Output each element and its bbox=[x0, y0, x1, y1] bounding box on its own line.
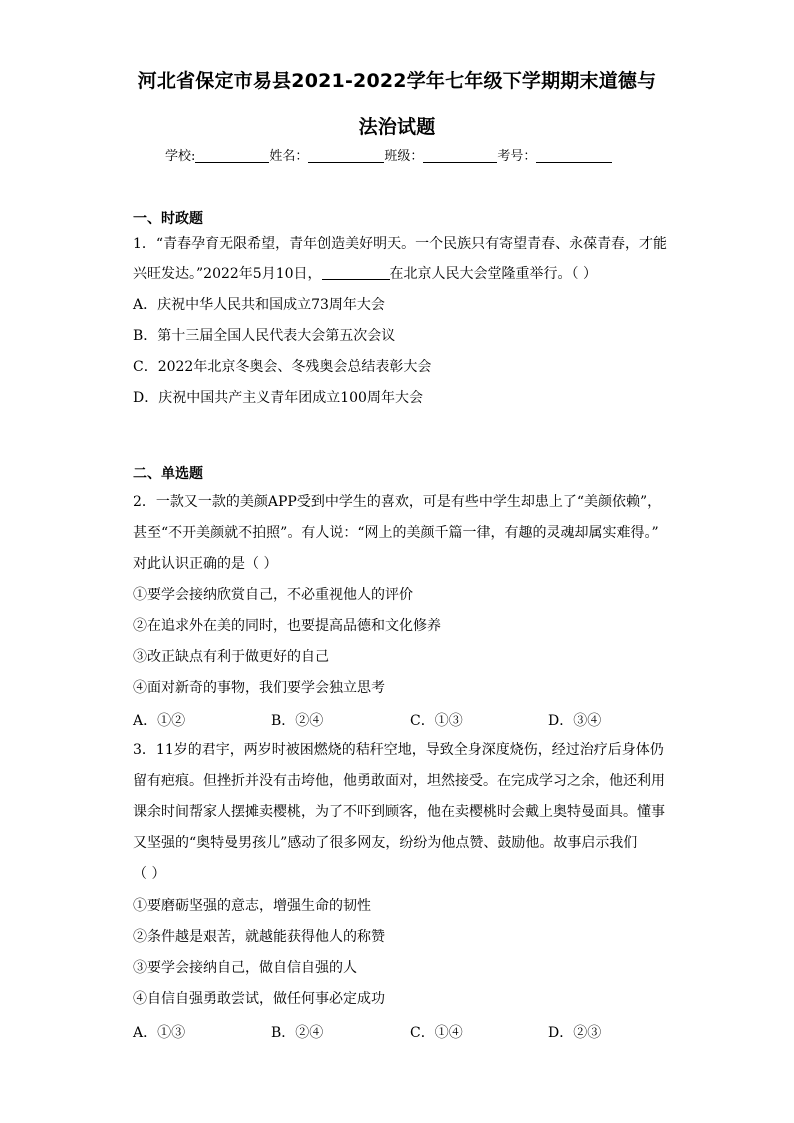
q2-line-2: 甚至“不开美颜就不拍照”。有人说：“网上的美颜千篇一律，有趣的灵魂却属实难得。” bbox=[133, 525, 659, 541]
name-blank bbox=[308, 148, 384, 163]
q3-statement-3: ③要学会接纳自己，做自信自强的人 bbox=[133, 960, 357, 976]
student-info-row bbox=[165, 145, 612, 164]
q2-statement-4: ④面对新奇的事物，我们要学会独立思考 bbox=[133, 680, 385, 696]
q2-line-1: 2．一款又一款的美颜APP受到中学生的喜欢，可是有些中学生却患上了“美颜依赖”， bbox=[133, 494, 662, 510]
class-blank bbox=[423, 148, 497, 163]
q3-line-1: 3．11岁的君宇，两岁时被困燃烧的秸秆空地，导致全身深度烧伤，经过治疗后身体仍 bbox=[133, 742, 664, 758]
q1-option-d: D．庆祝中国共产主义青年团成立100周年大会 bbox=[133, 390, 423, 406]
q1-line-1: 1．“青春孕育无限希望，青年创造美好明天。一个民族只有寄望青春、永葆青春，才能 bbox=[133, 236, 668, 252]
section-heading-single-choice: 二、单选题 bbox=[133, 466, 203, 482]
section-heading-current-affairs: 一、时政题 bbox=[133, 211, 203, 227]
page-title-line-2: 法治试题 bbox=[358, 116, 436, 138]
page-title-line-1: 河北省保定市易县2021-2022学年七年级下学期期末道德与 bbox=[137, 70, 657, 92]
q3-choice-d: D．②③ bbox=[548, 1025, 602, 1041]
q3-choice-a: A．①③ bbox=[133, 1025, 186, 1041]
q1-option-a: A．庆祝中华人民共和国成立73周年大会 bbox=[133, 297, 385, 313]
q3-line-4: 又坚强的“奥特曼男孩儿”感动了很多网友，纷纷为他点赞、鼓励他。故事启示我们 bbox=[133, 835, 638, 851]
q3-statement-1: ①要磨砺坚强的意志，增强生命的韧性 bbox=[133, 898, 371, 914]
q3-choice-c: C．①④ bbox=[410, 1025, 463, 1041]
q2-statement-2: ②在追求外在美的同时，也要提高品德和文化修养 bbox=[133, 618, 441, 634]
q1-line-2 bbox=[133, 265, 597, 283]
q2-statement-3: ③改正缺点有利于做更好的自己 bbox=[133, 649, 329, 665]
q3-choice-b: B．②④ bbox=[271, 1025, 324, 1041]
q2-choice-c: C．①③ bbox=[410, 713, 463, 729]
q2-choice-a: A．①② bbox=[133, 713, 186, 729]
q2-statement-1: ①要学会接纳欣赏自己，不必重视他人的评价 bbox=[133, 587, 413, 603]
q1-option-c: C．2022年北京冬奥会、冬残奥会总结表彰大会 bbox=[133, 359, 432, 375]
class-label: 班级： bbox=[384, 149, 424, 164]
number-label: 考号： bbox=[497, 149, 537, 164]
q1-text-after-blank: 在北京人民大会堂隆重举行。（ ） bbox=[389, 266, 597, 282]
q3-line-2: 留有疤痕。但挫折并没有击垮他，他勇敢面对，坦然接受。在完成学习之余，他还利用 bbox=[133, 773, 665, 789]
school-label: 学校: bbox=[165, 149, 196, 164]
number-blank bbox=[536, 148, 612, 163]
q1-answer-blank bbox=[322, 265, 390, 280]
q3-line-5: （ ） bbox=[133, 866, 166, 882]
school-blank bbox=[195, 148, 269, 163]
q1-option-b: B．第十三届全国人民代表大会第五次会议 bbox=[133, 328, 396, 344]
q1-text-before-blank: 兴旺发达。”2022年5月10日， bbox=[133, 266, 322, 282]
q2-choice-b: B．②④ bbox=[271, 713, 324, 729]
q3-line-3: 课余时间帮家人摆摊卖樱桃，为了不吓到顾客，他在卖樱桃时会戴上奥特曼面具。懂事 bbox=[133, 804, 665, 820]
q2-choice-d: D．③④ bbox=[548, 713, 602, 729]
q3-statement-2: ②条件越是艰苦，就越能获得他人的称赞 bbox=[133, 929, 385, 945]
q3-statement-4: ④自信自强勇敢尝试，做任何事必定成功 bbox=[133, 991, 385, 1007]
name-label: 姓名： bbox=[269, 149, 309, 164]
q2-line-3: 对此认识正确的是（ ） bbox=[133, 556, 278, 572]
